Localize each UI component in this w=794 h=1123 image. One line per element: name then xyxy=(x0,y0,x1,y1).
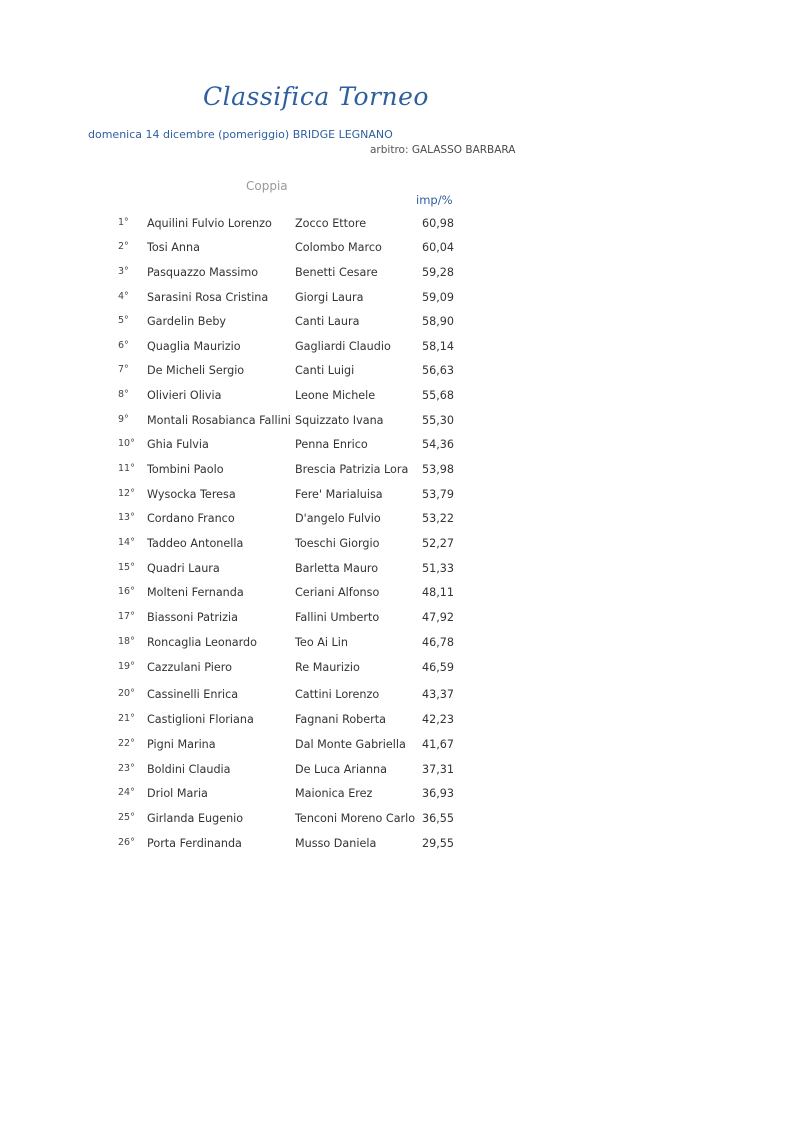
rank-cell: 15° xyxy=(118,562,135,573)
player1-cell: Quaglia Maurizio xyxy=(147,340,241,353)
rank-cell: 10° xyxy=(118,438,135,449)
player1-cell: Porta Ferdinanda xyxy=(147,837,242,850)
score-cell: 53,79 xyxy=(422,488,455,501)
player1-cell: Sarasini Rosa Cristina xyxy=(147,291,269,304)
player1-cell: Tosi Anna xyxy=(147,241,200,254)
rank-cell: 26° xyxy=(118,837,135,848)
player2-cell: Dal Monte Gabriella xyxy=(295,738,406,751)
rank-cell: 11° xyxy=(118,463,135,474)
player1-cell: Montali Rosabianca Fallini xyxy=(147,414,291,427)
score-cell: 60,98 xyxy=(422,217,455,230)
rank-cell: 21° xyxy=(118,713,135,724)
player1-cell: Cassinelli Enrica xyxy=(147,688,239,701)
player1-cell: Boldini Claudia xyxy=(147,763,231,776)
player1-cell: Aquilini Fulvio Lorenzo xyxy=(147,217,272,230)
score-cell: 37,31 xyxy=(422,763,455,776)
rank-cell: 9° xyxy=(118,414,129,425)
rank-cell: 23° xyxy=(118,763,135,774)
player2-cell: Fere' Marialuisa xyxy=(295,488,383,501)
score-cell: 29,55 xyxy=(422,837,455,850)
player1-cell: Roncaglia Leonardo xyxy=(147,636,258,649)
score-cell: 47,92 xyxy=(422,611,455,624)
player1-cell: Gardelin Beby xyxy=(147,315,227,328)
player1-cell: Ghia Fulvia xyxy=(147,438,209,451)
score-cell: 36,55 xyxy=(422,812,455,825)
player2-cell: Fallini Umberto xyxy=(295,611,380,624)
rank-cell: 12° xyxy=(118,488,135,499)
rank-cell: 2° xyxy=(118,241,129,252)
rank-cell: 18° xyxy=(118,636,135,647)
player2-cell: Canti Laura xyxy=(295,315,360,328)
player2-cell: Ceriani Alfonso xyxy=(295,586,380,599)
player1-cell: Cordano Franco xyxy=(147,512,235,525)
rank-cell: 4° xyxy=(118,291,129,302)
referee-label: arbitro: xyxy=(370,144,409,156)
player2-cell: Tenconi Moreno Carlo xyxy=(295,812,416,825)
player2-cell: Leone Michele xyxy=(295,389,376,402)
rank-cell: 16° xyxy=(118,586,135,597)
event-info: domenica 14 dicembre (pomeriggio) BRIDGE LEGNANO xyxy=(88,128,393,141)
pair-column-header: Coppia xyxy=(246,179,288,193)
rank-cell: 20° xyxy=(118,688,135,699)
player2-cell: Brescia Patrizia Lora xyxy=(295,463,409,476)
player2-cell: Fagnani Roberta xyxy=(295,713,387,726)
player1-cell: Quadri Laura xyxy=(147,562,220,575)
page-title: Classifica Torneo xyxy=(203,82,429,111)
player1-cell: Girlanda Eugenio xyxy=(147,812,244,825)
player1-cell: Pigni Marina xyxy=(147,738,216,751)
rank-cell: 5° xyxy=(118,315,129,326)
player2-cell: Benetti Cesare xyxy=(295,266,378,279)
player2-cell: Zocco Ettore xyxy=(295,217,367,230)
score-cell: 58,90 xyxy=(422,315,455,328)
player2-cell: Toeschi Giorgio xyxy=(295,537,380,550)
player1-cell: Taddeo Antonella xyxy=(147,537,244,550)
player2-cell: Cattini Lorenzo xyxy=(295,688,380,701)
rank-cell: 6° xyxy=(118,340,129,351)
player1-cell: Tombini Paolo xyxy=(147,463,224,476)
score-cell: 53,22 xyxy=(422,512,455,525)
player2-cell: Barletta Mauro xyxy=(295,562,379,575)
score-cell: 41,67 xyxy=(422,738,455,751)
player2-cell: Colombo Marco xyxy=(295,241,382,254)
rank-cell: 7° xyxy=(118,364,129,375)
player2-cell: Giorgi Laura xyxy=(295,291,364,304)
score-cell: 46,59 xyxy=(422,661,455,674)
player2-cell: Penna Enrico xyxy=(295,438,368,451)
score-cell: 55,30 xyxy=(422,414,455,427)
player2-cell: Canti Luigi xyxy=(295,364,355,377)
score-cell: 46,78 xyxy=(422,636,455,649)
rank-cell: 24° xyxy=(118,787,135,798)
score-cell: 55,68 xyxy=(422,389,455,402)
player2-cell: De Luca Arianna xyxy=(295,763,387,776)
score-cell: 53,98 xyxy=(422,463,455,476)
score-cell: 48,11 xyxy=(422,586,455,599)
player2-cell: Squizzato Ivana xyxy=(295,414,384,427)
score-cell: 51,33 xyxy=(422,562,455,575)
player1-cell: Pasquazzo Massimo xyxy=(147,266,259,279)
score-cell: 59,09 xyxy=(422,291,455,304)
rank-cell: 25° xyxy=(118,812,135,823)
referee-info xyxy=(370,144,516,156)
rank-cell: 14° xyxy=(118,537,135,548)
player2-cell: Gagliardi Claudio xyxy=(295,340,391,353)
rank-cell: 1° xyxy=(118,217,129,228)
score-cell: 42,23 xyxy=(422,713,455,726)
player2-cell: Musso Daniela xyxy=(295,837,377,850)
score-cell: 36,93 xyxy=(422,787,455,800)
player2-cell: Teo Ai Lin xyxy=(295,636,348,649)
player1-cell: Castiglioni Floriana xyxy=(147,713,254,726)
player1-cell: Molteni Fernanda xyxy=(147,586,244,599)
player2-cell: D'angelo Fulvio xyxy=(295,512,381,525)
player1-cell: Wysocka Teresa xyxy=(147,488,236,501)
rank-cell: 22° xyxy=(118,738,135,749)
rank-cell: 17° xyxy=(118,611,135,622)
rank-cell: 3° xyxy=(118,266,129,277)
player2-cell: Maionica Erez xyxy=(295,787,373,800)
player1-cell: Cazzulani Piero xyxy=(147,661,232,674)
player1-cell: Driol Maria xyxy=(147,787,208,800)
referee-name: GALASSO BARBARA xyxy=(411,144,516,156)
rank-cell: 8° xyxy=(118,389,129,400)
score-cell: 58,14 xyxy=(422,340,455,353)
player1-cell: Olivieri Olivia xyxy=(147,389,222,402)
score-cell: 59,28 xyxy=(422,266,455,279)
rank-cell: 19° xyxy=(118,661,135,672)
player1-cell: De Micheli Sergio xyxy=(147,364,245,377)
rank-cell: 13° xyxy=(118,512,135,523)
score-cell: 60,04 xyxy=(422,241,455,254)
score-cell: 56,63 xyxy=(422,364,455,377)
score-cell: 52,27 xyxy=(422,537,455,550)
player1-cell: Biassoni Patrizia xyxy=(147,611,238,624)
player2-cell: Re Maurizio xyxy=(295,661,360,674)
score-column-header: imp/% xyxy=(416,193,453,207)
score-cell: 43,37 xyxy=(422,688,455,701)
score-cell: 54,36 xyxy=(422,438,455,451)
